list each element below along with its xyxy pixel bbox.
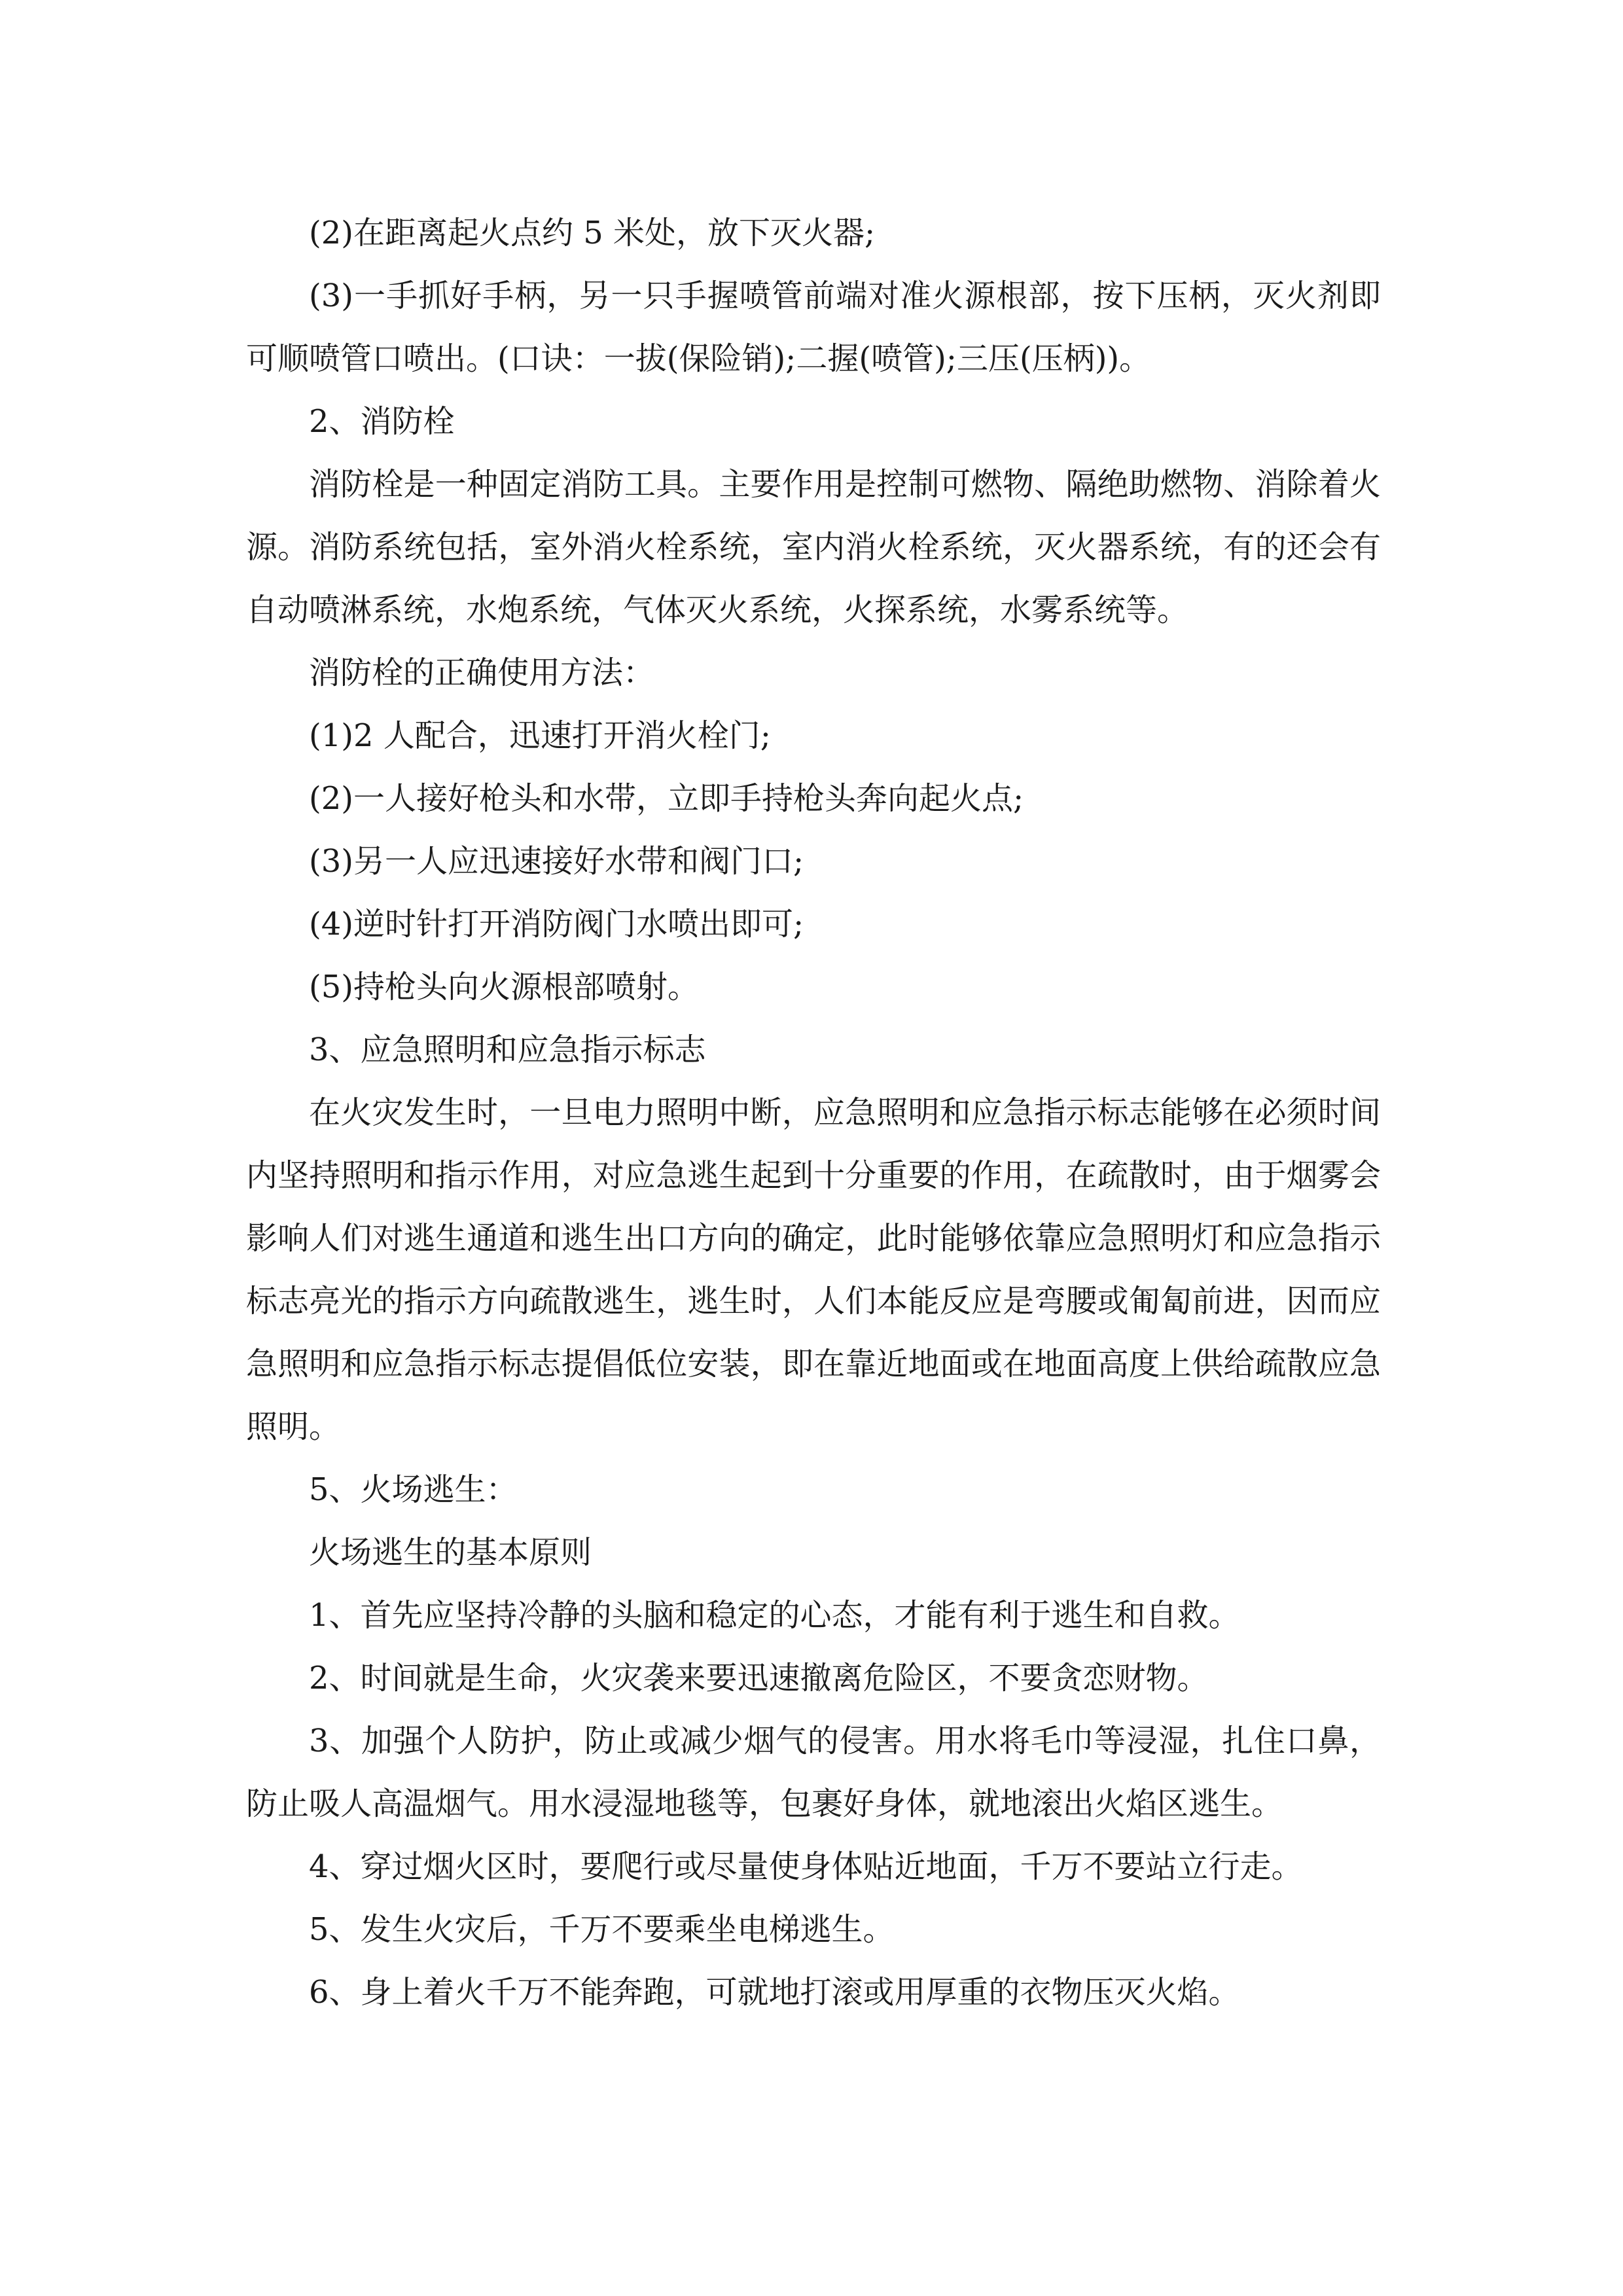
paragraph-hydrant-intro: 消防栓是一种固定消防工具。主要作用是控制可燃物、隔绝助燃物、消除着火源。消防系统包括，室外消火栓系统，室内消火栓系统，灭火器系统，有的还会有自动喷淋系统，水炮系统，气体灭火系统，火探系统，水雾系统等。: [246, 466, 1381, 628]
paragraph-principle-3: 3、加强个人防护，防止或减少烟气的侵害。用水将毛巾等浸湿，扎住口鼻，防止吸人高温烟气。用水浸湿地毯等，包裹好身体，就地滚出火焰区逃生。: [246, 1723, 1381, 1822]
paragraph-principle-4: 4、穿过烟火区时，要爬行或尽量使身体贴近地面，千万不要站立行走。: [309, 1848, 1303, 1885]
paragraph-hydrant-step-3: (3)另一人应迅速接好水带和阀门口;: [309, 843, 804, 880]
paragraph-extinguisher-step-3: (3)一手抓好手柄，另一只手握喷管前端对准火源根部，按下压柄，灭火剂即可顺喷管口喷出。(口诀：一拔(保险销);二握(喷管);三压(压柄))。: [246, 278, 1381, 377]
heading-fire-hydrant: 2、消防栓: [309, 403, 455, 440]
paragraph-extinguisher-step-2: (2)在距离起火点约 5 米处，放下灭火器;: [309, 215, 876, 251]
heading-hydrant-usage: 消防栓的正确使用方法：: [309, 655, 655, 691]
paragraph-principle-1: 1、首先应坚持冷静的头脑和稳定的心态，才能有利于逃生和自救。: [309, 1597, 1240, 1634]
paragraph-hydrant-step-5: (5)持枪头向火源根部喷射。: [309, 969, 699, 1005]
heading-fire-escape: 5、火场逃生：: [309, 1471, 518, 1508]
heading-emergency-lighting: 3、应急照明和应急指示标志: [309, 1031, 706, 1068]
paragraph-hydrant-step-4: (4)逆时针打开消防阀门水喷出即可;: [309, 906, 804, 942]
paragraph-principle-5: 5、发生火灾后，千万不要乘坐电梯逃生。: [309, 1911, 895, 1948]
document-body: [246, 202, 1381, 2024]
paragraph-principle-2: 2、时间就是生命，火灾袭来要迅速撤离危险区，不要贪恋财物。: [309, 1660, 1209, 1696]
paragraph-hydrant-step-2: (2)一人接好枪头和水带，立即手持枪头奔向起火点;: [309, 780, 1024, 817]
paragraph-hydrant-step-1: (1)2 人配合，迅速打开消火栓门;: [309, 717, 771, 754]
paragraph-principle-6: 6、身上着火千万不能奔跑，可就地打滚或用厚重的衣物压灭火焰。: [309, 1974, 1240, 2011]
heading-escape-principles: 火场逃生的基本原则: [309, 1534, 592, 1571]
paragraph-emergency-lighting: 在火灾发生时，一旦电力照明中断，应急照明和应急指示标志能够在必须时间内坚持照明和指示作用，对应急逃生起到十分重要的作用，在疏散时，由于烟雾会影响人们对逃生通道和逃生出口方向的确定，此时能够依靠应急照明灯和应急指示标志亮光的指示方向疏散逃生，逃生时，人们本能反应是弯腰或匍匐前进，因而应急照明和应急指示标志提倡低位安装，即在靠近地面或在地面高度上供给疏散应急照明。: [246, 1094, 1381, 1445]
